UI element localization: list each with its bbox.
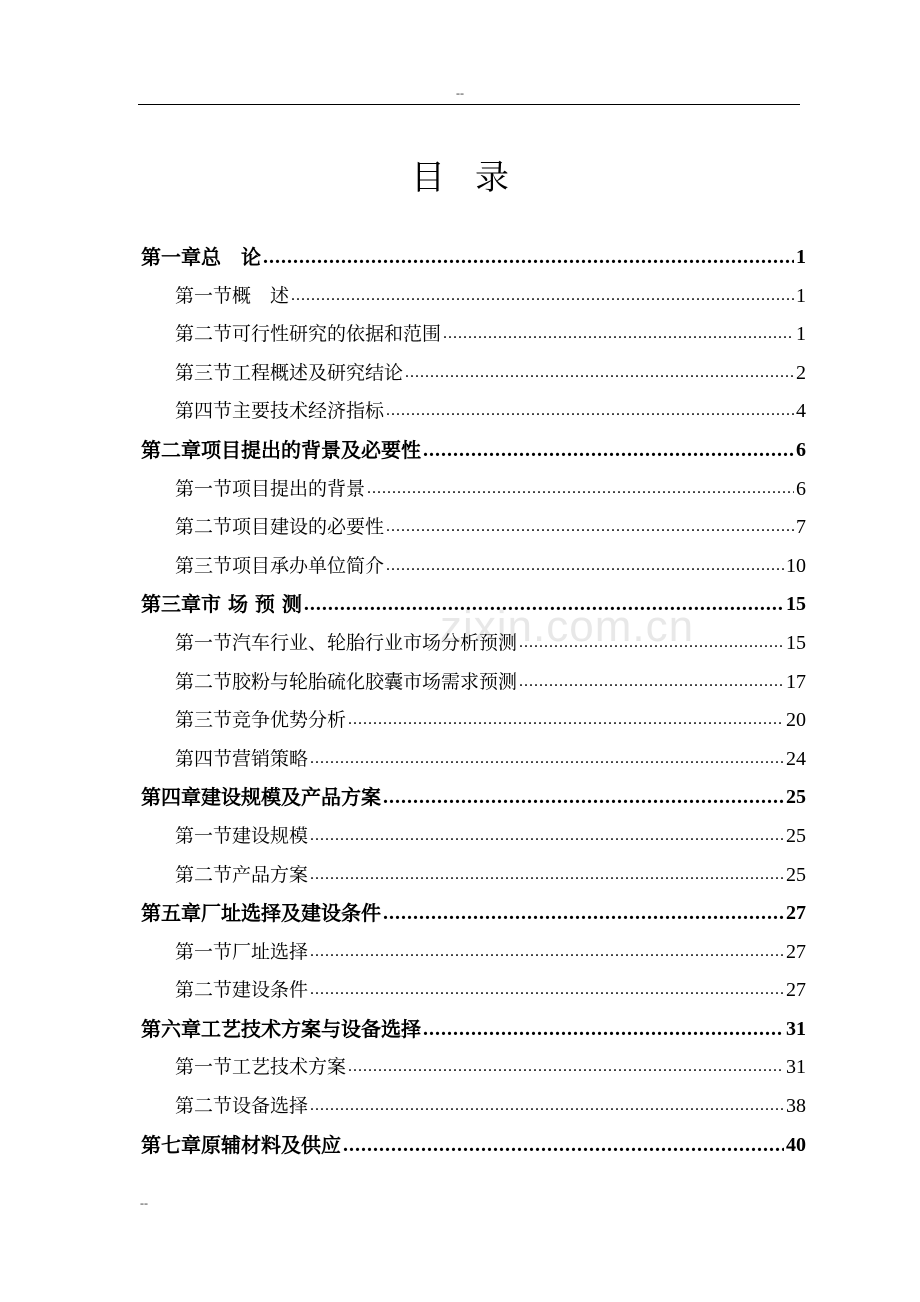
toc-section-row[interactable] — [141, 315, 806, 354]
toc-entry-number: 第二章 — [141, 437, 201, 462]
toc-chapter-row[interactable] — [141, 1010, 806, 1049]
toc-dot-leader — [310, 740, 784, 779]
toc-page-number: 40 — [786, 1133, 806, 1156]
toc-page-number: 27 — [786, 902, 806, 925]
toc-entry-number: 第二节 — [175, 670, 233, 693]
toc-page-number: 7 — [796, 516, 806, 539]
toc-section-row[interactable] — [141, 817, 806, 856]
toc-entry-number: 第一节 — [175, 477, 233, 500]
toc-dot-leader — [405, 354, 794, 393]
toc-entry-label: 汽车行业、轮胎行业市场分析预测 — [232, 631, 518, 654]
toc-entry-number: 第一节 — [175, 284, 233, 307]
toc-page-number: 1 — [796, 246, 806, 268]
toc-entry-label: 厂址选择 — [232, 940, 309, 963]
toc-entry-number: 第二节 — [175, 323, 233, 346]
toc-entry-label: 项目承办单位简介 — [232, 554, 385, 577]
toc-entry-label: 工艺技术方案 — [232, 1056, 347, 1079]
toc-chapter-row[interactable] — [141, 894, 806, 933]
header-mark: -- — [456, 86, 464, 100]
toc-entry-label: 市 场 预 测 — [201, 592, 302, 617]
toc-dot-leader — [519, 624, 784, 663]
toc-entry-label: 竞争优势分析 — [232, 709, 347, 732]
toc-dot-leader — [519, 663, 784, 702]
toc-entry-label: 概 述 — [232, 284, 290, 307]
toc-dot-leader — [310, 817, 784, 856]
toc-entry-label: 项目提出的背景 — [232, 477, 366, 500]
toc-entry-label: 项目建设的必要性 — [232, 516, 385, 539]
toc-dot-leader — [383, 894, 784, 933]
toc-dot-leader — [386, 508, 794, 547]
toc-entry-number: 第二节 — [175, 1095, 233, 1118]
toc-entry-number: 第一节 — [175, 631, 233, 654]
toc-entry-number: 第五章 — [141, 901, 201, 926]
toc-dot-leader — [291, 277, 794, 316]
toc-title: 目录 — [411, 158, 539, 198]
toc-entry-label: 主要技术经济指标 — [232, 400, 385, 423]
table-of-contents — [141, 238, 806, 1164]
toc-page-number: 38 — [786, 1095, 806, 1118]
toc-entry-number: 第一节 — [175, 940, 233, 963]
toc-page-number: 15 — [786, 593, 806, 616]
toc-entry-number: 第四章 — [141, 785, 201, 810]
toc-entry-number: 第三节 — [175, 554, 233, 577]
toc-section-row[interactable] — [141, 1048, 806, 1087]
toc-section-row[interactable] — [141, 470, 806, 509]
watermark: zixin.com.cn — [440, 602, 695, 651]
toc-section-row[interactable] — [141, 1087, 806, 1126]
toc-chapter-row[interactable] — [141, 431, 806, 470]
toc-entry-label: 设备选择 — [232, 1095, 309, 1118]
toc-dot-leader — [263, 238, 794, 277]
toc-section-row[interactable] — [141, 701, 806, 740]
toc-page-number: 20 — [786, 709, 806, 732]
toc-entry-number: 第一节 — [175, 1056, 233, 1079]
toc-entry-number: 第四节 — [175, 400, 233, 423]
toc-section-row[interactable] — [141, 933, 806, 972]
toc-entry-label: 胶粉与轮胎硫化胶囊市场需求预测 — [232, 670, 518, 693]
toc-page-number: 10 — [786, 554, 806, 577]
toc-page-number: 2 — [796, 361, 806, 384]
toc-entry-number: 第三节 — [175, 361, 233, 384]
toc-dot-leader — [310, 933, 784, 972]
toc-dot-leader — [310, 1087, 784, 1126]
toc-entry-number: 第一章 — [141, 245, 201, 269]
toc-entry-label: 总 论 — [201, 245, 261, 269]
toc-entry-number: 第一节 — [175, 824, 233, 847]
toc-entry-label: 厂址选择及建设条件 — [201, 901, 381, 926]
toc-section-row[interactable] — [141, 663, 806, 702]
toc-section-row[interactable] — [141, 508, 806, 547]
toc-dot-leader — [310, 971, 784, 1010]
toc-section-row[interactable] — [141, 971, 806, 1010]
toc-section-row[interactable] — [141, 277, 806, 316]
toc-entry-number: 第四节 — [175, 747, 233, 770]
toc-entry-number: 第二节 — [175, 516, 233, 539]
toc-chapter-row[interactable] — [141, 1126, 806, 1165]
toc-entry-label: 建设规模 — [232, 824, 309, 847]
toc-page-number: 31 — [786, 1056, 806, 1079]
toc-page-number: 6 — [796, 477, 806, 500]
toc-entry-number: 第二节 — [175, 979, 233, 1002]
toc-dot-leader — [348, 701, 784, 740]
toc-entry-number: 第二节 — [175, 863, 233, 886]
toc-entry-number: 第三章 — [141, 592, 201, 617]
toc-page-number: 1 — [796, 323, 806, 346]
toc-dot-leader — [386, 392, 794, 431]
toc-chapter-row[interactable] — [141, 238, 806, 277]
toc-page-number: 31 — [786, 1017, 806, 1040]
toc-entry-number: 第三节 — [175, 709, 233, 732]
toc-page-number: 25 — [786, 863, 806, 886]
toc-page-number: 4 — [796, 400, 806, 423]
toc-entry-number: 第七章 — [141, 1132, 201, 1157]
toc-page-number: 27 — [786, 940, 806, 963]
toc-dot-leader — [443, 315, 794, 354]
toc-section-row[interactable] — [141, 740, 806, 779]
toc-section-row[interactable] — [141, 547, 806, 586]
toc-entry-label: 可行性研究的依据和范围 — [232, 323, 442, 346]
toc-page-number: 25 — [786, 824, 806, 847]
toc-dot-leader — [343, 1126, 784, 1165]
toc-page-number: 6 — [796, 438, 806, 461]
toc-entry-label: 建设规模及产品方案 — [201, 785, 381, 810]
toc-dot-leader — [310, 856, 784, 895]
toc-entry-label: 营销策略 — [232, 747, 309, 770]
toc-entry-number: 第六章 — [141, 1016, 201, 1041]
header-rule — [138, 104, 800, 105]
toc-section-row[interactable] — [141, 354, 806, 393]
footer-mark: -- — [140, 1196, 148, 1210]
toc-entry-label: 工艺技术方案与设备选择 — [201, 1016, 421, 1041]
toc-section-row[interactable] — [141, 624, 806, 663]
toc-entry-label: 项目提出的背景及必要性 — [201, 437, 421, 462]
toc-page-number: 25 — [786, 786, 806, 809]
toc-entry-label: 原辅材料及供应 — [201, 1132, 341, 1157]
toc-page-number: 24 — [786, 747, 806, 770]
toc-dot-leader — [367, 470, 794, 509]
toc-dot-leader — [383, 778, 784, 817]
toc-dot-leader — [304, 585, 784, 624]
toc-page-number: 17 — [786, 670, 806, 693]
toc-page-number: 15 — [786, 631, 806, 654]
toc-entry-label: 工程概述及研究结论 — [232, 361, 404, 384]
toc-page-number: 1 — [796, 284, 806, 307]
toc-dot-leader — [386, 547, 784, 586]
toc-section-row[interactable] — [141, 856, 806, 895]
toc-chapter-row[interactable] — [141, 585, 806, 624]
toc-entry-label: 产品方案 — [232, 863, 309, 886]
toc-page-number: 27 — [786, 979, 806, 1002]
toc-chapter-row[interactable] — [141, 778, 806, 817]
toc-dot-leader — [423, 1010, 784, 1049]
toc-section-row[interactable] — [141, 392, 806, 431]
toc-dot-leader — [348, 1048, 784, 1087]
toc-entry-label: 建设条件 — [232, 979, 309, 1002]
toc-dot-leader — [423, 431, 794, 470]
